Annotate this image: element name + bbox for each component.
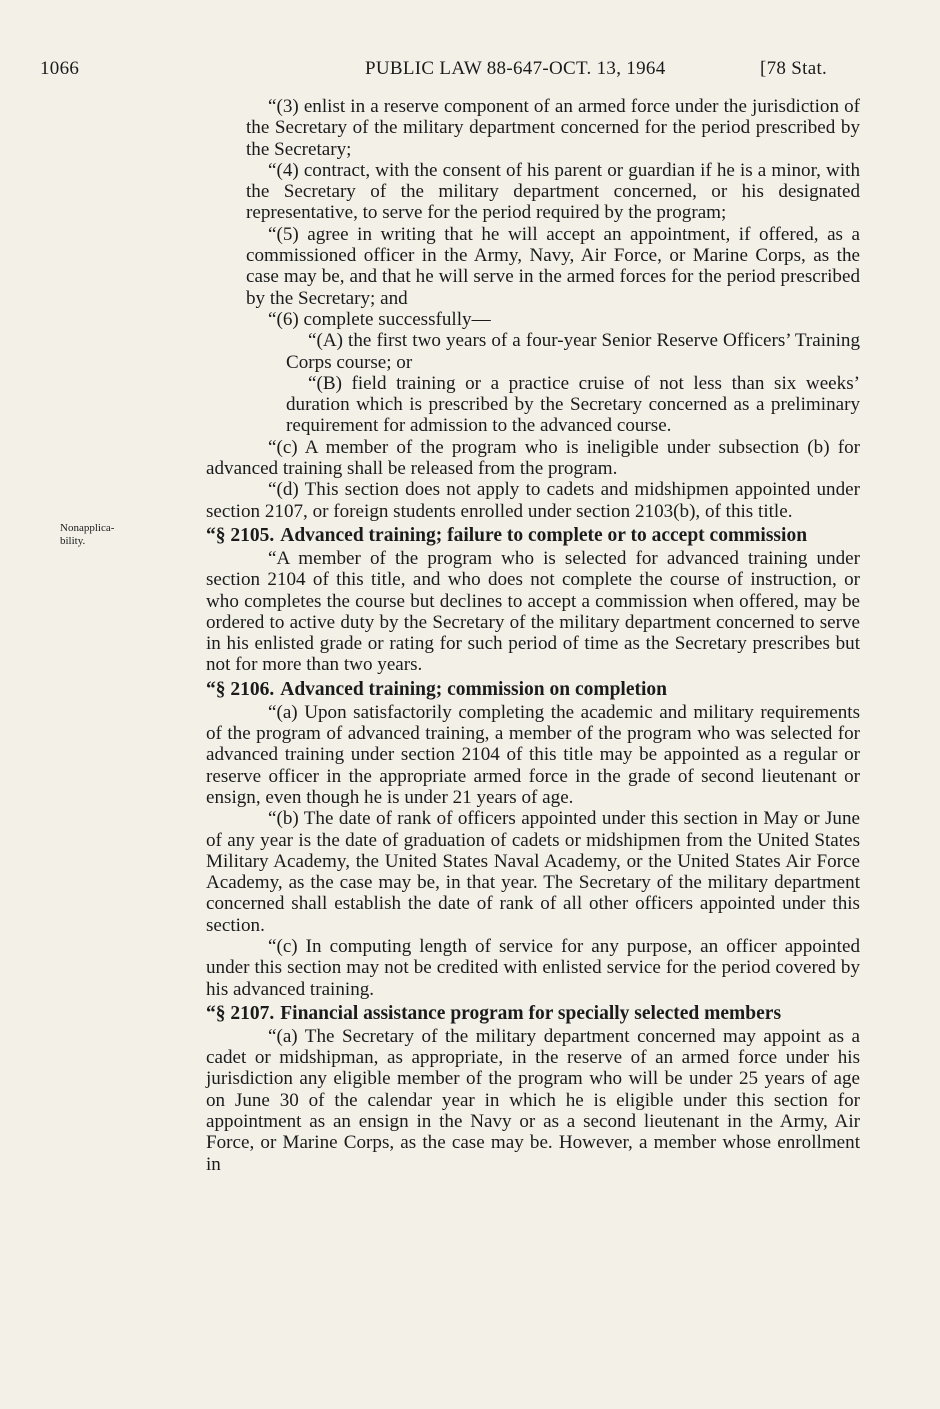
section-2105-text: “A member of the program who is selected for advanced training under section 2104 of this title, and who does not complete the course of instruction, or who completes the course but declines to accept a commission when offered, may be ordered to active duty by the Secretary of the military department concerned to serve in his enlisted grade or rating for such period of time as the Secretary prescribes but not for more than two years. bbox=[206, 547, 860, 676]
paragraph-4-contract: “(4) contract, with the consent of his parent or guardian if he is a minor, with the Secretary of the military department concerned, or his designated representative, to serve for the period required by the program; bbox=[246, 159, 860, 224]
section-heading-2105 bbox=[206, 526, 860, 546]
section-2106-subsection-a: “(a) Upon satisfactorily completing the academic and military requirements of the program of advanced training, a member of the program who was selected for advanced training under section 2104 of this title may be appointed as a regular or reserve officer in the appropriate armed force in the grade of second lieutenant or ensign, even though he is under 21 years of age. bbox=[206, 701, 860, 808]
subparagraph-a-first-two-years: “(A) the first two years of a four-year Senior Reserve Officers’ Training Corps course; or bbox=[286, 330, 860, 373]
section-number: “§ 2105. bbox=[206, 524, 275, 546]
page-header bbox=[0, 54, 940, 84]
paragraph-3-enlist: “(3) enlist in a reserve component of an armed force under the jurisdiction of the Secretary of the military department concerned for the period prescribed by the Secretary; bbox=[246, 96, 860, 160]
section-heading-2107 bbox=[206, 1004, 860, 1024]
subsection-d-nonapplicability: “(d) This section does not apply to cadets and midshipmen appointed under section 2107, or foreign students enrolled under section 2103(b), of this title. bbox=[206, 479, 860, 522]
subparagraph-b-field-training: “(B) field training or a practice cruise of not less than six weeks’ duration which is prescribed by the Secretary concerned as a preliminary requirement for admission to the advanced course. bbox=[286, 372, 860, 437]
section-2106-subsection-b: “(b) The date of rank of officers appointed under this section in May or June of any year is the date of graduation of cadets or midshipmen from the United States Military Academy, the United States Naval Academy, or the United States Air Force Academy, as the case may be, in that year. The Secretary of the military department concerned shall establish the date of rank of all other officers appointed under this section. bbox=[206, 808, 860, 936]
section-title: Financial assistance program for specially selected members bbox=[280, 1002, 782, 1024]
running-title: PUBLIC LAW 88-647-OCT. 13, 1964 bbox=[365, 58, 666, 79]
section-number: “§ 2106. bbox=[206, 678, 275, 700]
section-2106-subsection-c: “(c) In computing length of service for any purpose, an officer appointed under this section may not be credited with enlisted service for the period covered by his advanced training. bbox=[206, 935, 860, 1000]
section-heading-2106 bbox=[206, 680, 860, 700]
paragraph-5-agree: “(5) agree in writing that he will accept an appointment, if offered, as a commissioned officer in the Army, Navy, Air Force, or Marine Corps, as the case may be, and that he will serve in the armed forces for the period prescribed by the Secretary; and bbox=[246, 223, 860, 309]
paragraph-6-complete: “(6) complete successfully— bbox=[268, 308, 491, 330]
volume-citation: [78 Stat. bbox=[760, 58, 828, 79]
page-number: 1066 bbox=[40, 58, 80, 79]
section-number: “§ 2107. bbox=[206, 1002, 275, 1024]
section-2107-subsection-a: “(a) The Secretary of the military department concerned may appoint as a cadet or midshipman, as appropriate, in the reserve of an armed force under his jurisdiction any eligible member of the program who will be under 25 years of age on June 30 of the calendar year in which he is eligible under this section for appointment as an ensign in the Navy or as a second lieutenant in the Army, Air Force, or Marine Corps, as the case may be. However, a member whose enrollment in bbox=[206, 1025, 860, 1175]
body-text bbox=[206, 96, 860, 1175]
section-title: Advanced training; commission on completion bbox=[280, 678, 668, 700]
margin-note: Nonapplica- bility. bbox=[60, 522, 115, 547]
section-title: Advanced training; failure to complete or to accept commission bbox=[280, 524, 808, 546]
subsection-c-ineligible: “(c) A member of the program who is ineligible under subsection (b) for advanced training shall be released from the program. bbox=[206, 436, 860, 480]
